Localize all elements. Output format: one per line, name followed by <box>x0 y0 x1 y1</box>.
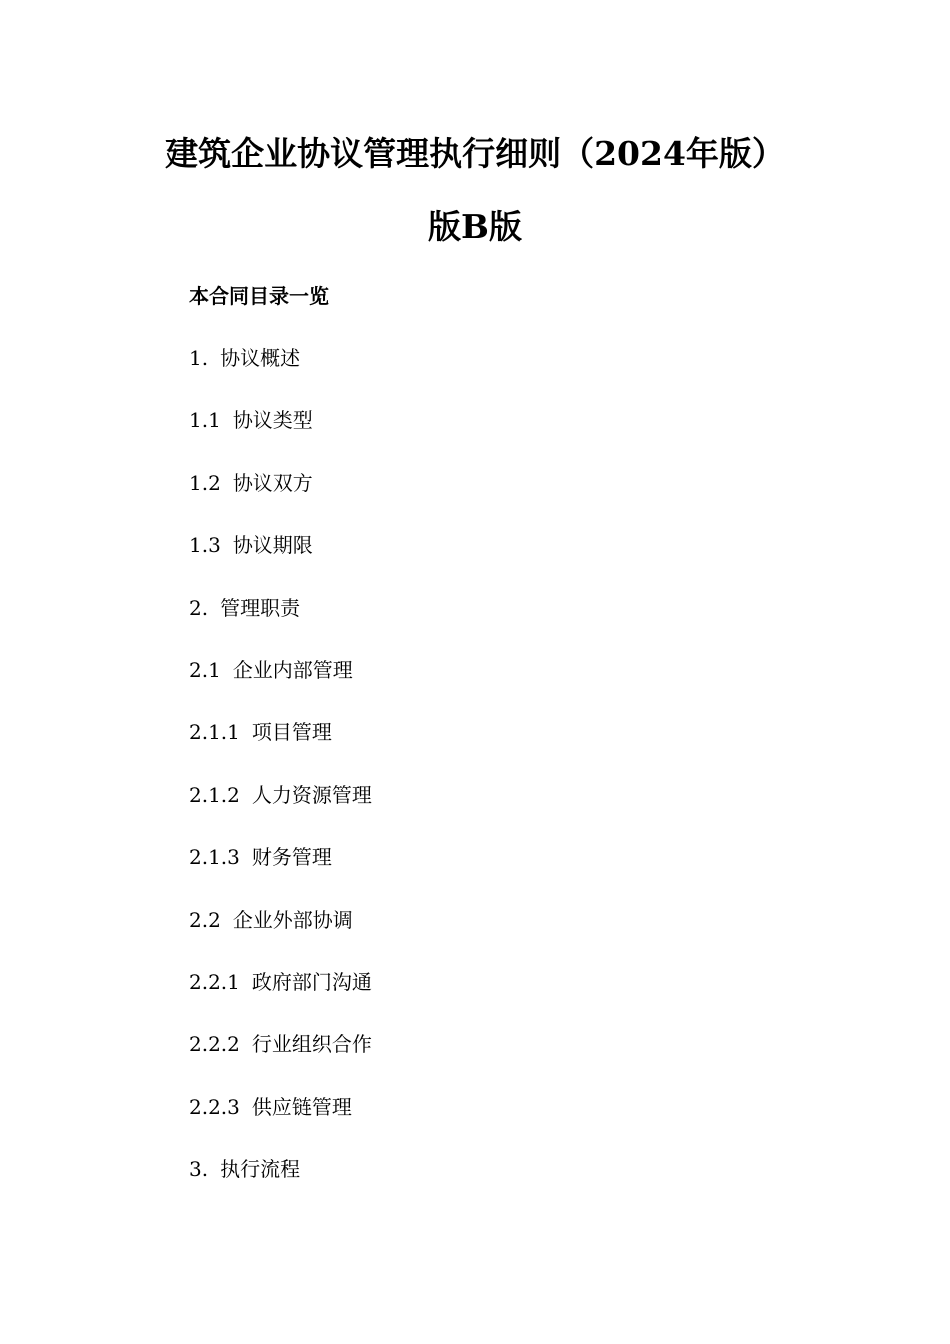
toc-item-number: 2.1.3 <box>189 845 240 870</box>
toc-item <box>189 407 372 469</box>
toc-item-number: 1.2 <box>189 470 221 495</box>
toc-item <box>189 907 372 969</box>
toc-item-number: 2.2.3 <box>189 1094 240 1119</box>
toc-item-text: 企业内部管理 <box>232 657 353 682</box>
toc-item-text: 管理职责 <box>220 595 301 620</box>
toc-item <box>189 657 372 719</box>
toc-item-text: 人力资源管理 <box>251 782 372 807</box>
toc-item <box>189 1156 372 1218</box>
toc-item-text: 协议期限 <box>232 533 313 558</box>
document-subtitle: 版B版 <box>428 207 522 246</box>
toc-item-number: 1.1 <box>189 408 221 433</box>
toc-item-number: 2.2.2 <box>189 1032 240 1057</box>
toc-item <box>189 532 372 594</box>
toc-item-number: 2.2.1 <box>189 969 240 994</box>
toc-heading: 本合同目录一览 <box>189 284 329 308</box>
toc-item-text: 行业组织合作 <box>251 1032 372 1057</box>
toc-item-text: 协议类型 <box>232 408 313 433</box>
toc-item <box>189 969 372 1031</box>
toc-item-text: 供应链管理 <box>251 1094 352 1119</box>
toc-item <box>189 470 372 532</box>
toc-item-text: 协议概述 <box>220 346 301 370</box>
toc-item-text: 项目管理 <box>251 720 332 745</box>
toc-item <box>189 345 372 407</box>
toc-item <box>189 595 372 657</box>
toc-item-number: 2. <box>189 595 209 620</box>
toc-item-number: 1.3 <box>189 533 221 558</box>
toc-item-text: 执行流程 <box>220 1157 301 1182</box>
document-title: 建筑企业协议管理执行细则（2024年版） <box>165 134 785 173</box>
toc-item-text: 政府部门沟通 <box>251 969 372 994</box>
toc-item-number: 2.1 <box>189 657 221 682</box>
toc-item-number: 2.1.1 <box>189 720 240 745</box>
toc-item <box>189 782 372 844</box>
toc-item <box>189 719 372 781</box>
toc-list <box>189 345 372 1218</box>
toc-item-text: 企业外部协调 <box>232 907 353 932</box>
toc-item-number: 3. <box>189 1157 209 1182</box>
toc-item-text: 协议双方 <box>232 470 313 495</box>
toc-item-text: 财务管理 <box>251 845 332 870</box>
toc-item-number: 2.2 <box>189 907 221 932</box>
toc-item <box>189 844 372 906</box>
toc-item-number: 1. <box>189 346 209 370</box>
toc-item <box>189 1094 372 1156</box>
toc-item <box>189 1031 372 1093</box>
toc-item-number: 2.1.2 <box>189 782 240 807</box>
